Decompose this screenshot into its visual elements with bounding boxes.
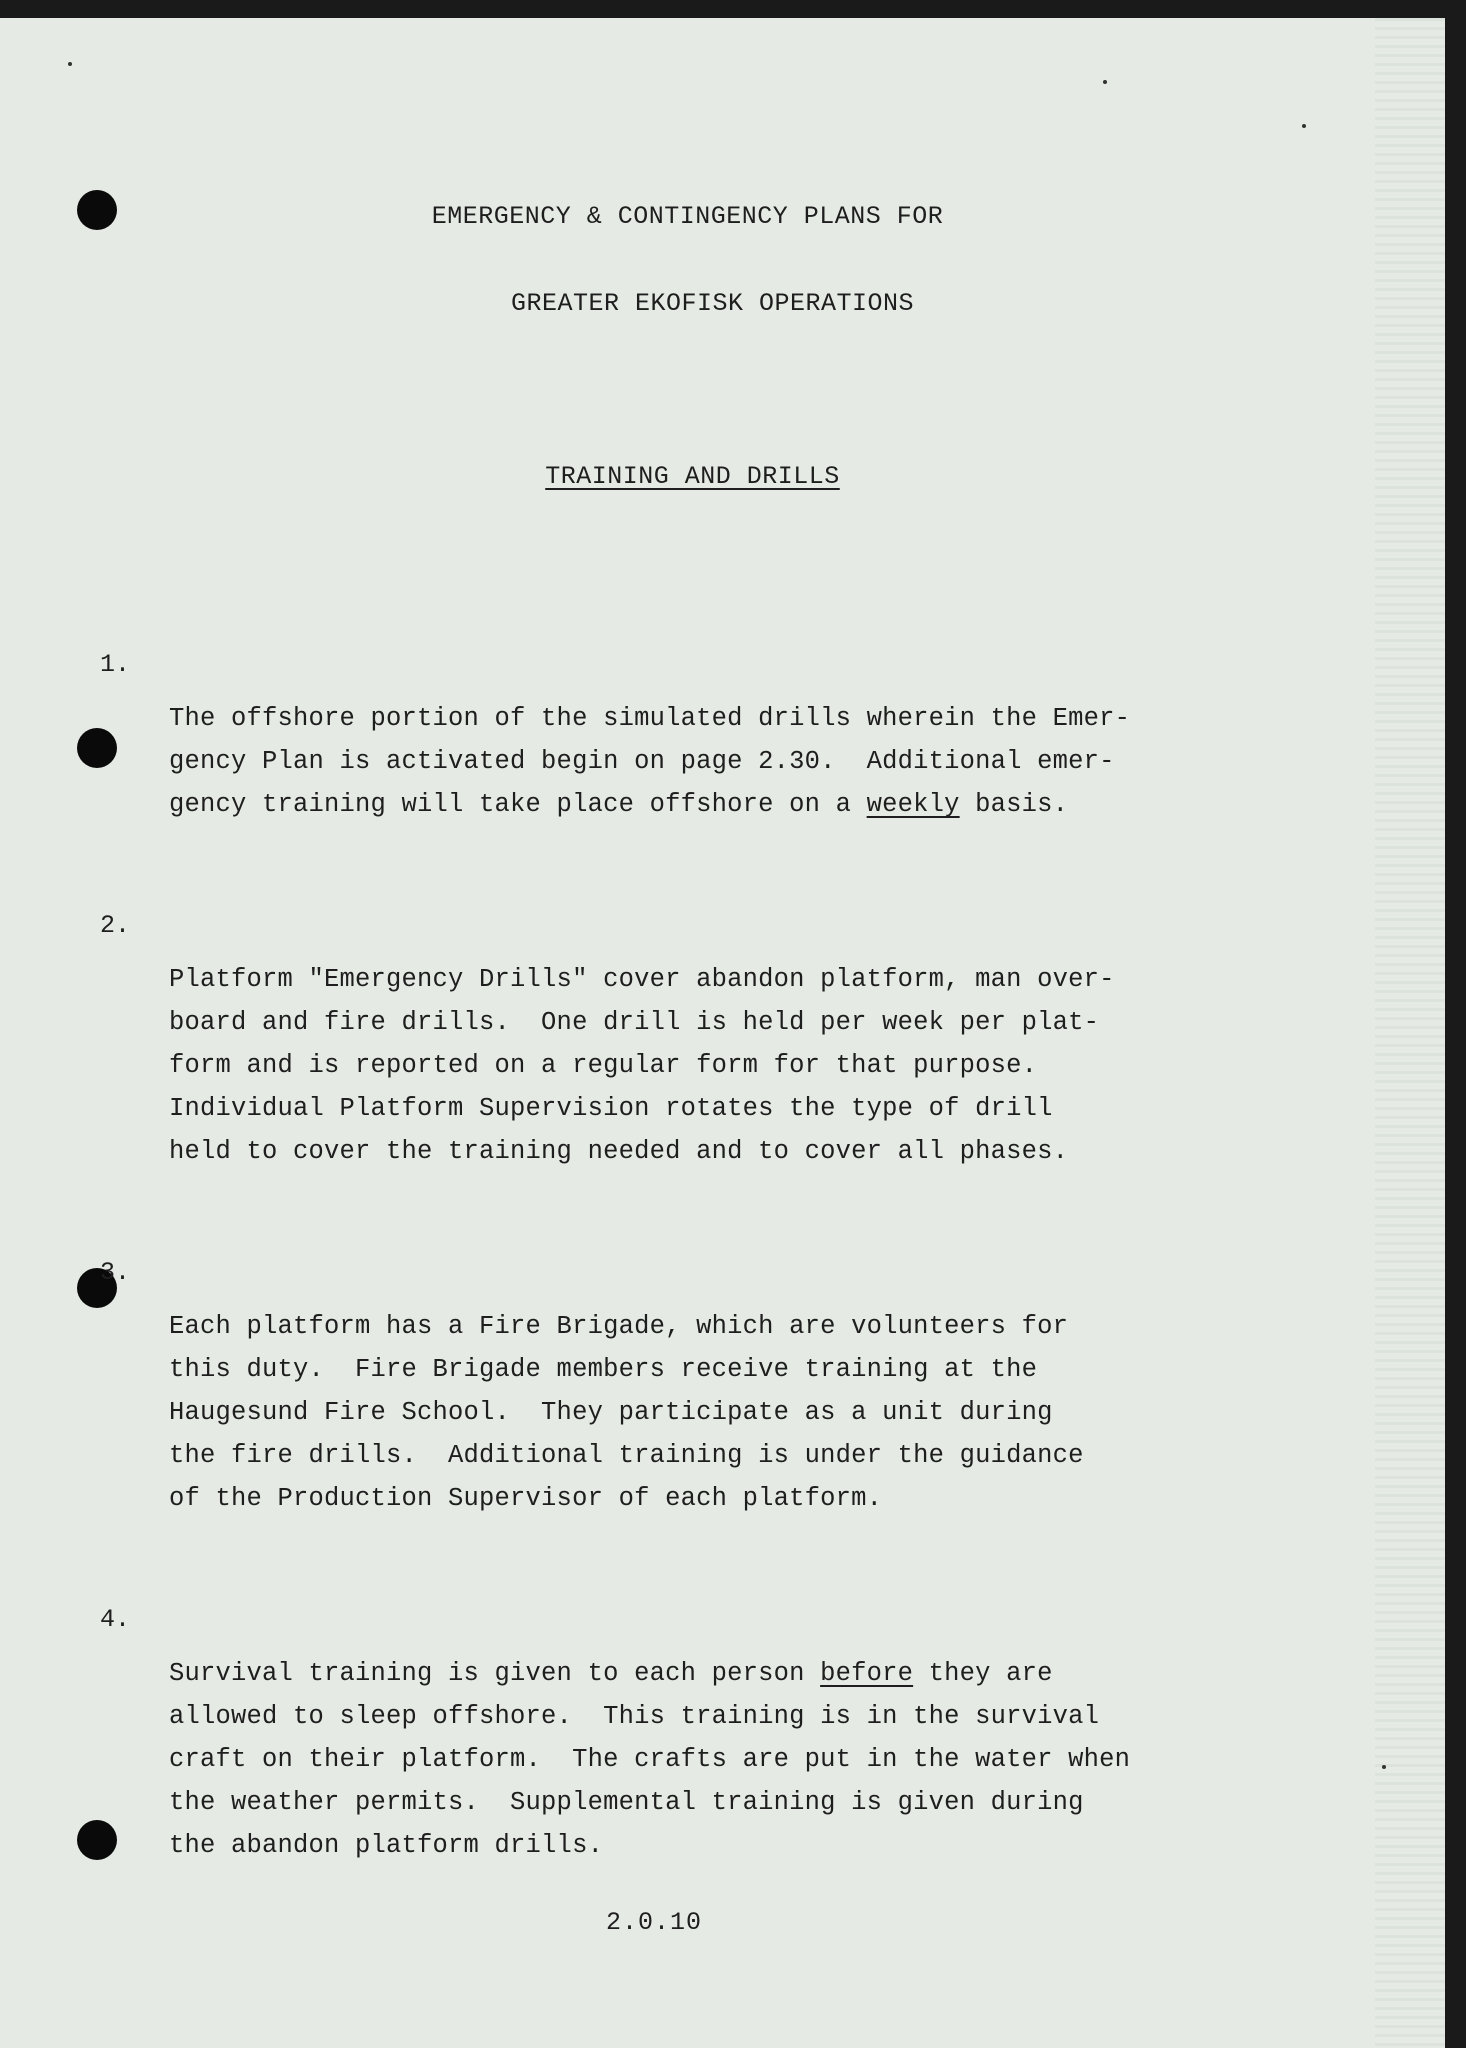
text-line: Platform "Emergency Drills" cover abandon platform, man over-	[169, 965, 1115, 994]
text-line: held to cover the training needed and to cover all phases.	[169, 1137, 1069, 1166]
text-fragment: gency training will take place offshore on a	[169, 790, 867, 819]
text-fragment: they are	[913, 1659, 1053, 1688]
section-heading-text: TRAINING AND DRILLS	[545, 462, 840, 491]
list-item-text	[169, 1305, 1369, 1520]
text-fragment: basis.	[959, 790, 1069, 819]
text-line: board and fire drills. One drill is held per week per plat-	[169, 1008, 1100, 1037]
list-item-text	[169, 697, 1369, 826]
text-line: gency Plan is activated begin on page 2.30. Additional emer-	[169, 747, 1115, 776]
text-line: the abandon platform drills.	[169, 1831, 604, 1860]
list-item-number: 2.	[100, 911, 131, 940]
section-heading	[0, 462, 1415, 491]
underlined-word: before	[820, 1659, 914, 1688]
numbered-list	[100, 643, 1300, 1945]
list-item-text	[169, 1652, 1369, 1867]
scan-edge-noise	[1375, 18, 1445, 2048]
list-item-3	[100, 1251, 1300, 1556]
text-line: of the Production Supervisor of each platform.	[169, 1484, 883, 1513]
list-item-number: 1.	[100, 650, 131, 679]
page-number: 2.0.10	[606, 1908, 703, 1937]
text-line: Individual Platform Supervision rotates the type of drill	[169, 1094, 1053, 1123]
scan-speck	[1382, 1765, 1386, 1769]
list-item-number: 3.	[100, 1258, 131, 1287]
text-line	[169, 783, 1369, 826]
text-line: the fire drills. Additional training is under the guidance	[169, 1441, 1084, 1470]
text-line: The offshore portion of the simulated drills wherein the Emer-	[169, 704, 1131, 733]
text-line: form and is reported on a regular form for that purpose.	[169, 1051, 1038, 1080]
list-item-2	[100, 904, 1300, 1209]
text-line: craft on their platform. The crafts are put in the water when	[169, 1745, 1131, 1774]
document-title-line-1: EMERGENCY & CONTINGENCY PLANS FOR	[431, 202, 944, 231]
document-page	[0, 18, 1445, 2048]
scan-speck	[1302, 124, 1306, 128]
text-fragment: Survival training is given to each person	[169, 1659, 821, 1688]
text-line	[169, 1652, 1369, 1695]
text-line: Haugesund Fire School. They participate as a unit during	[169, 1398, 1053, 1427]
scan-speck	[1103, 80, 1107, 84]
list-item-4	[100, 1598, 1300, 1903]
list-item-1	[100, 643, 1300, 862]
text-line: the weather permits. Supplemental training is given during	[169, 1788, 1084, 1817]
text-line: this duty. Fire Brigade members receive training at the	[169, 1355, 1038, 1384]
list-item-number: 4.	[100, 1605, 131, 1634]
underlined-word: weekly	[866, 790, 960, 819]
text-line: allowed to sleep offshore. This training is in the survival	[169, 1702, 1100, 1731]
document-title-line-2: GREATER EKOFISK OPERATIONS	[510, 289, 915, 318]
list-item-text	[169, 958, 1369, 1173]
scan-speck	[68, 62, 72, 66]
text-line: Each platform has a Fire Brigade, which are volunteers for	[169, 1312, 1069, 1341]
